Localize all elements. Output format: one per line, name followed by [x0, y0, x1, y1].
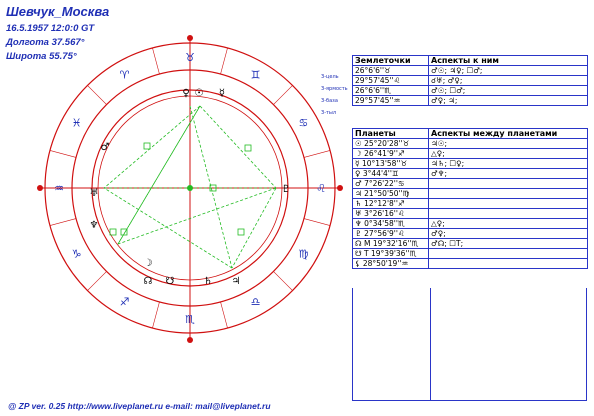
- zodiac-sign-glyph: ♒: [54, 182, 64, 195]
- planet-pos: ☊ M 19°32'16''♏: [353, 239, 429, 249]
- zodiac-sign-glyph: ♉: [185, 51, 195, 64]
- planet-aspects: [429, 249, 588, 259]
- earth-point-pos: 26°6'6''♏: [353, 86, 429, 96]
- earth-point-pos: 26°6'6''♉: [353, 66, 429, 76]
- sign-divider: [273, 85, 292, 104]
- planet-pos: ♄ 12°12'8''♐: [353, 199, 429, 209]
- planet-pos: ♆ 0°34'58''♏: [353, 219, 429, 229]
- earth-point-legend-label: З-цель: [321, 74, 339, 80]
- planet-aspects: ♂♆;: [429, 169, 588, 179]
- zodiac-sign-glyph: ♈: [119, 68, 130, 82]
- planet-aspects-header: Аспекты между планетами: [429, 129, 588, 139]
- earth-point-aspects: ♂☉; ♃♀; ☐♂;: [429, 66, 588, 76]
- aspect-marker: [144, 143, 150, 149]
- planet-aspects: ♂☊; ☐Т;: [429, 239, 588, 249]
- planet-pos: ♂ 7°26'22''♋: [353, 179, 429, 189]
- planet-pos: ☋ T 19°39'36''♏: [353, 249, 429, 259]
- zodiac-sign-glyph: ♎: [250, 295, 261, 309]
- native-name: Шевчук_Москва: [6, 4, 110, 19]
- sign-divider: [87, 271, 106, 290]
- aspect-line: [190, 106, 232, 268]
- zodiac-sign-glyph: ♌: [316, 182, 326, 195]
- zodiac-sign-glyph: ♓: [71, 116, 82, 130]
- aspect-line: [200, 106, 276, 188]
- planet-pos: ♃ 21°50'50''♍: [353, 189, 429, 199]
- earth-point-aspects: ♂♀; ♃;: [429, 96, 588, 106]
- planet-pos: ♇ 27°56'9''♌: [353, 229, 429, 239]
- planet-glyph: ♇: [281, 184, 291, 195]
- planet-glyph: ☽: [143, 258, 153, 269]
- planet-glyph: ♀: [182, 88, 190, 99]
- planet-aspects: [429, 179, 588, 189]
- zodiac-sign-glyph: ♋: [298, 116, 309, 130]
- planet-pos: ☉ 25°20'28''♉: [353, 139, 429, 149]
- sign-divider: [221, 48, 228, 74]
- earth-points-header: Землеточки: [353, 56, 429, 66]
- longitude: Долгота 37.567°: [6, 37, 85, 48]
- planet-glyph: ☋: [165, 276, 175, 287]
- earth-point-pos: 29°57'45''♌: [353, 76, 429, 86]
- planet-pos: ☽ 26°41'9''♐: [353, 149, 429, 159]
- planet-glyph: ♆: [89, 220, 99, 231]
- planet-aspects: [429, 189, 588, 199]
- sign-divider: [304, 150, 330, 157]
- planet-glyph: ☉: [194, 88, 204, 99]
- zodiac-sign-glyph: ♐: [119, 295, 130, 309]
- axis-dot-bottom: [187, 337, 193, 343]
- aspect-line: [104, 106, 200, 188]
- birth-datetime: 16.5.1957 12:0:0 GT: [6, 23, 95, 34]
- footer-credits: @ ZP ver. 0.25 http://www.liveplanet.ru e-mail: mail@liveplanet.ru: [8, 401, 271, 411]
- planet-aspects: △♀;: [429, 149, 588, 159]
- zodiac-sign-glyph: ♑: [71, 247, 82, 261]
- earth-point-legend-label: З-база: [321, 98, 338, 104]
- earth-point-aspects: ♂☉; ☐♂;: [429, 86, 588, 96]
- sign-divider: [152, 302, 159, 328]
- earth-point-legend-label: З-тыл: [321, 110, 337, 116]
- zodiac-sign-glyph: ♏: [185, 313, 195, 326]
- sign-divider: [221, 302, 228, 328]
- planet-aspects: [429, 199, 588, 209]
- chart-center: [187, 185, 193, 191]
- zodiac-sign-glyph: ♊: [250, 68, 261, 82]
- planet-pos: ⚸ 28°50'19''♒: [353, 259, 429, 269]
- earth-point-aspects: ☌♅; ♂♀;: [429, 76, 588, 86]
- planet-aspects: ♂♀;: [429, 229, 588, 239]
- planet-glyph: ♃: [231, 276, 241, 287]
- sign-divider: [50, 150, 76, 157]
- planet-glyph: ♂: [100, 142, 110, 153]
- aspect-line: [118, 188, 276, 244]
- planet-glyph: ♅: [89, 188, 99, 199]
- zodiac-sign-glyph: ♍: [298, 247, 309, 261]
- sign-divider: [152, 48, 159, 74]
- notes-panel: [352, 288, 587, 401]
- earth-aspects-header: Аспекты к ним: [429, 56, 588, 66]
- planet-pos: ☿ 10°13'58''♉: [353, 159, 429, 169]
- axis-dot-left: [37, 185, 43, 191]
- planets-header: Планеты: [353, 129, 429, 139]
- planet-aspects: △♀;: [429, 219, 588, 229]
- sign-divider: [304, 219, 330, 226]
- axis-dot-top: [187, 35, 193, 41]
- planet-glyph: ♄: [203, 276, 213, 287]
- aspect-marker: [245, 145, 251, 151]
- earth-point-legend-label: З-ярмость: [321, 86, 348, 92]
- sign-divider: [50, 219, 76, 226]
- planet-glyph: ☿: [218, 88, 226, 99]
- sign-divider: [273, 271, 292, 290]
- earth-point-pos: 29°57'45''♒: [353, 96, 429, 106]
- planet-aspects: ♃♄; ☐♀;: [429, 159, 588, 169]
- planets-table: [352, 128, 588, 269]
- planet-aspects: [429, 259, 588, 269]
- axis-dot-right: [337, 185, 343, 191]
- planet-pos: ♀ 3°44'4''♊: [353, 169, 429, 179]
- aspect-marker: [238, 229, 244, 235]
- aspect-line: [104, 188, 232, 268]
- planet-pos: ♅ 3°26'16''♌: [353, 209, 429, 219]
- planet-aspects: [429, 209, 588, 219]
- aspect-line: [232, 188, 276, 268]
- aspect-marker: [110, 229, 116, 235]
- planet-glyph: ☊: [143, 276, 153, 287]
- notes-divider: [430, 288, 431, 400]
- earth-points-table: [352, 55, 588, 106]
- planet-aspects: ♃☉;: [429, 139, 588, 149]
- latitude: Широта 55.75°: [6, 51, 77, 62]
- sign-divider: [87, 85, 106, 104]
